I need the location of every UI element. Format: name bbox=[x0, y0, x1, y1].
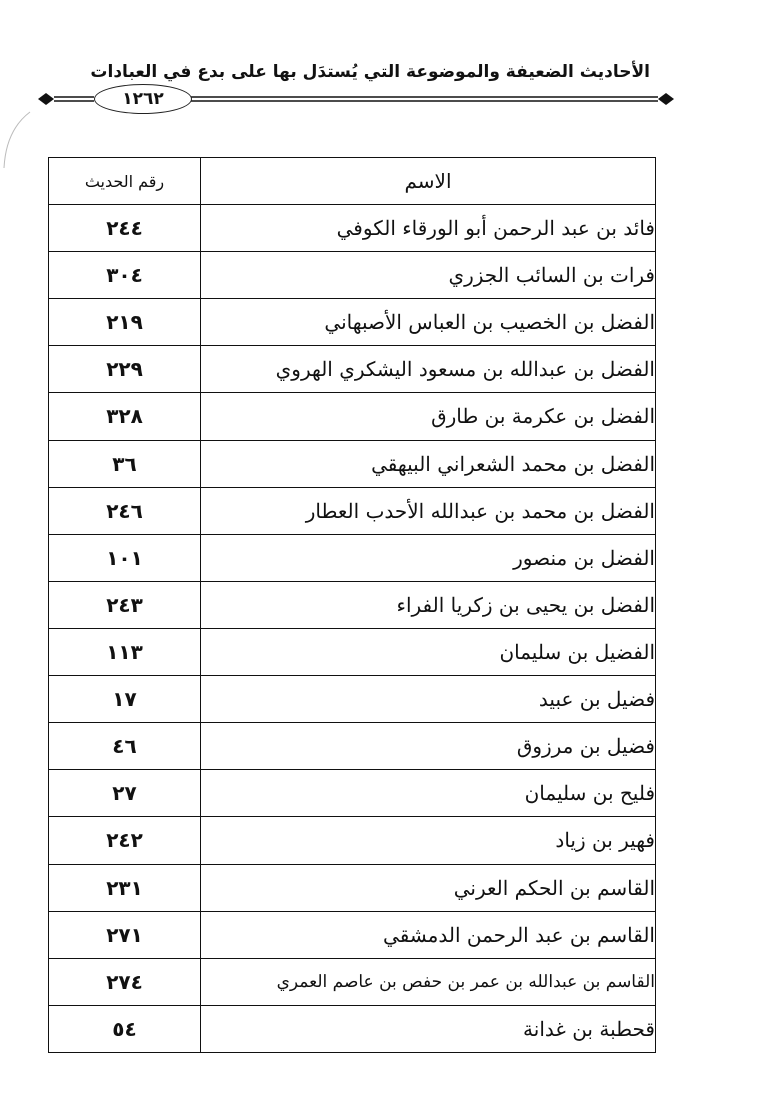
hadith-number: ٢٤٢ bbox=[49, 817, 201, 864]
narrator-name: فائد بن عبد الرحمن أبو الورقاء الكوفي bbox=[201, 205, 656, 252]
hadith-number: ٥٤ bbox=[49, 1005, 201, 1052]
hadith-number: ٢٧٤ bbox=[49, 958, 201, 1005]
table-row bbox=[49, 817, 656, 864]
hadith-number: ٢٤٣ bbox=[49, 581, 201, 628]
narrator-name: الفضل بن يحيى بن زكريا الفراء bbox=[201, 581, 656, 628]
table-row bbox=[49, 205, 656, 252]
hadith-number: ٤٦ bbox=[49, 723, 201, 770]
table-row bbox=[49, 346, 656, 393]
hadith-number: ١١٣ bbox=[49, 628, 201, 675]
table-row bbox=[49, 252, 656, 299]
table-row bbox=[49, 581, 656, 628]
table-row bbox=[49, 440, 656, 487]
hadith-number: ٣٢٨ bbox=[49, 393, 201, 440]
scan-margin-mark bbox=[0, 110, 40, 170]
narrator-name: الفضل بن عبدالله بن مسعود اليشكري الهروي bbox=[201, 346, 656, 393]
narrator-name: فهير بن زياد bbox=[201, 817, 656, 864]
narrator-name: الفضل بن عكرمة بن طارق bbox=[201, 393, 656, 440]
narrator-name: القاسم بن عبدالله بن عمر بن حفص بن عاصم العمري bbox=[201, 958, 656, 1005]
hadith-number: ٢٢٩ bbox=[49, 346, 201, 393]
narrator-name: الفضيل بن سليمان bbox=[201, 628, 656, 675]
narrator-name: القاسم بن الحكم العرني bbox=[201, 864, 656, 911]
table-row bbox=[49, 911, 656, 958]
narrator-name: فضيل بن عبيد bbox=[201, 676, 656, 723]
table-row bbox=[49, 628, 656, 675]
table-row bbox=[49, 1005, 656, 1052]
narrator-name: الفضل بن محمد بن عبدالله الأحدب العطار bbox=[201, 487, 656, 534]
names-index-table bbox=[48, 157, 656, 1053]
narrator-name: الفضل بن محمد الشعراني البيهقي bbox=[201, 440, 656, 487]
narrator-name: فليح بن سليمان bbox=[201, 770, 656, 817]
hadith-number: ٣٠٤ bbox=[49, 252, 201, 299]
narrator-name: فرات بن السائب الجزري bbox=[201, 252, 656, 299]
hadith-number: ٢٤٤ bbox=[49, 205, 201, 252]
hadith-number: ٢٤٦ bbox=[49, 487, 201, 534]
hadith-number: ٢٧ bbox=[49, 770, 201, 817]
hadith-number: ٣٦ bbox=[49, 440, 201, 487]
table-row bbox=[49, 299, 656, 346]
narrator-name: قحطبة بن غدانة bbox=[201, 1005, 656, 1052]
hadith-number: ٢١٩ bbox=[49, 299, 201, 346]
narrator-name: الفضل بن منصور bbox=[201, 534, 656, 581]
hadith-number: ٢٣١ bbox=[49, 864, 201, 911]
page-number: ١٢٦٢ bbox=[94, 84, 192, 114]
table-row bbox=[49, 723, 656, 770]
running-header-title: الأحاديث الضعيفة والموضوعة التي يُستدَل بها على بدع في العبادات bbox=[90, 62, 650, 82]
table-row bbox=[49, 393, 656, 440]
table-row bbox=[49, 487, 656, 534]
table-header-row bbox=[49, 158, 656, 205]
hadith-number: ١٧ bbox=[49, 676, 201, 723]
table-row bbox=[49, 534, 656, 581]
table-row bbox=[49, 676, 656, 723]
hadith-number: ٢٧١ bbox=[49, 911, 201, 958]
narrator-name: الفضل بن الخصيب بن العباس الأصبهاني bbox=[201, 299, 656, 346]
column-header-number: رقم الحديث bbox=[49, 158, 201, 205]
table-row bbox=[49, 864, 656, 911]
column-header-name: الاسم bbox=[201, 158, 656, 205]
table-row bbox=[49, 770, 656, 817]
narrator-name: فضيل بن مرزوق bbox=[201, 723, 656, 770]
narrator-name: القاسم بن عبد الرحمن الدمشقي bbox=[201, 911, 656, 958]
table-row bbox=[49, 958, 656, 1005]
hadith-number: ١٠١ bbox=[49, 534, 201, 581]
